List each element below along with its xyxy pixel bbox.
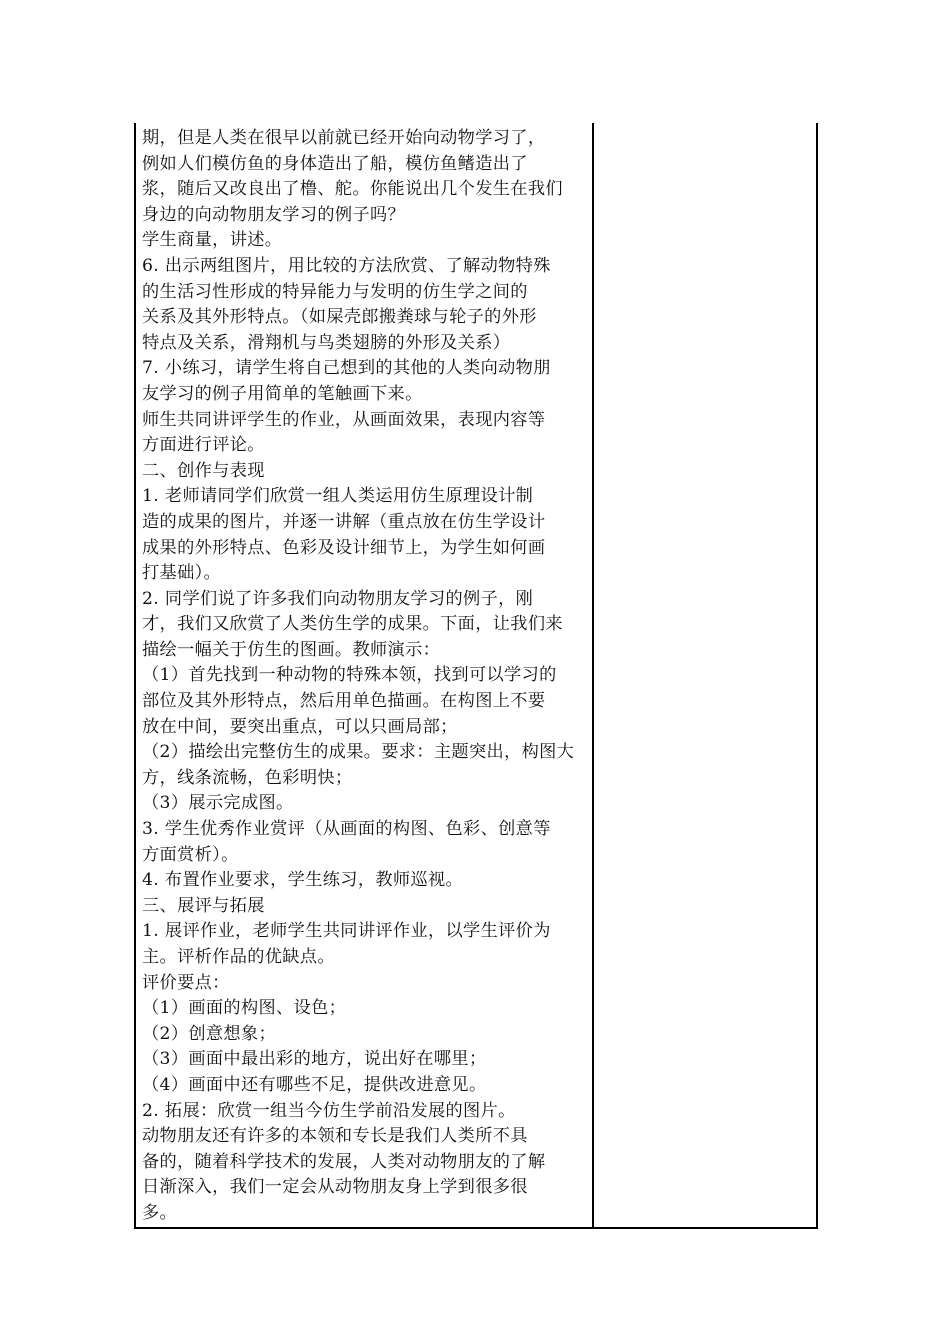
text-line: 2. 同学们说了许多我们向动物朋友学习的例子，刚: [142, 588, 534, 609]
section-heading: 三、展评与拓展: [142, 895, 265, 916]
text-line: 期，但是人类在很早以前就已经开始向动物学习了，: [142, 128, 546, 148]
text-line: （3）展示完成图。: [142, 793, 294, 814]
text-line: 放在中间，要突出重点，可以只画局部；: [142, 716, 458, 737]
table-row: [135, 123, 817, 1228]
lesson-table: [134, 123, 818, 1229]
text-line: 特点及关系，滑翔机与鸟类翅膀的外形及关系）: [142, 332, 511, 353]
text-line: 4. 布置作业要求，学生练习，教师巡视。: [142, 870, 464, 891]
text-line: 成果的外形特点、色彩及设计细节上，为学生如何画: [142, 537, 546, 558]
text-line: （1）画面的构图、设色；: [142, 998, 347, 1019]
text-line: 评价要点：: [142, 972, 230, 993]
text-line: 师生共同讲评学生的作业，从画面效果，表现内容等: [142, 409, 546, 430]
text-line: （2）创意想象；: [142, 1023, 277, 1044]
text-line: （3）画面中最出彩的地方，说出好在哪里；: [142, 1049, 487, 1070]
text-line: 方面进行评论。: [142, 435, 265, 456]
section-heading: 二、创作与表现: [142, 460, 265, 481]
text-line: 7. 小练习，请学生将自己想到的其他的人类向动物朋: [142, 358, 551, 379]
text-line: 2. 拓展：欣赏一组当今仿生学前沿发展的图片。: [142, 1100, 516, 1121]
text-line: 1. 老师请同学们欣赏一组人类运用仿生原理设计制: [142, 486, 534, 507]
text-line: 日渐深入，我们一定会从动物朋友身上学到很多很: [142, 1177, 528, 1198]
empty-notes-cell: [593, 123, 817, 1228]
text-line: 方面赏析）。: [142, 844, 239, 865]
teaching-process-cell: [135, 123, 593, 1228]
text-line: 学生商量，讲述。: [142, 230, 283, 251]
text-line: 1. 展评作业，老师学生共同讲评作业，以学生评价为: [142, 921, 551, 942]
text-line: （2）描绘出完整仿生的成果。要求：主题突出，构图大: [142, 742, 575, 763]
text-line: 友学习的例子用简单的笔触画下来。: [142, 383, 423, 404]
text-line: 主。评析作品的优缺点。: [142, 947, 335, 967]
text-line: 身边的向动物朋友学习的例子吗？: [142, 204, 406, 225]
text-line: 部位及其外形特点，然后用单色描画。在构图上不要: [142, 691, 546, 712]
text-line: 多。: [142, 1202, 178, 1223]
text-line: 动物朋友还有许多的本领和专长是我们人类所不具: [142, 1126, 528, 1147]
text-line: 的生活习性形成的特异能力与发明的仿生学之间的: [142, 281, 528, 302]
text-line: 例如人们模仿鱼的身体造出了船，模仿鱼鳍造出了: [142, 153, 528, 174]
teaching-process-text: [136, 123, 592, 1227]
text-line: 打基础）。: [142, 563, 222, 584]
text-line: （4）画面中还有哪些不足，提供改进意见。: [142, 1074, 487, 1095]
text-line: 6. 出示两组图片，用比较的方法欣赏、了解动物特殊: [142, 255, 551, 276]
text-line: 造的成果的图片，并逐一讲解（重点放在仿生学设计: [142, 511, 546, 532]
text-line: 方，线条流畅，色彩明快；: [142, 767, 353, 788]
text-line: 3. 学生优秀作业赏评（从画面的构图、色彩、创意等: [142, 819, 551, 840]
text-line: 关系及其外形特点。（如屎壳郎搬粪球与轮子的外形: [142, 307, 537, 328]
text-line: 描绘一幅关于仿生的图画。教师演示：: [142, 639, 441, 660]
text-line: （1）首先找到一种动物的特殊本领，找到可以学习的: [142, 665, 557, 686]
text-line: 才，我们又欣赏了人类仿生学的成果。下面，让我们来: [142, 614, 563, 635]
text-line: 浆，随后又改良出了橹、舵。你能说出几个发生在我们: [142, 179, 563, 200]
text-line: 备的，随着科学技术的发展，人类对动物朋友的了解: [142, 1151, 546, 1172]
